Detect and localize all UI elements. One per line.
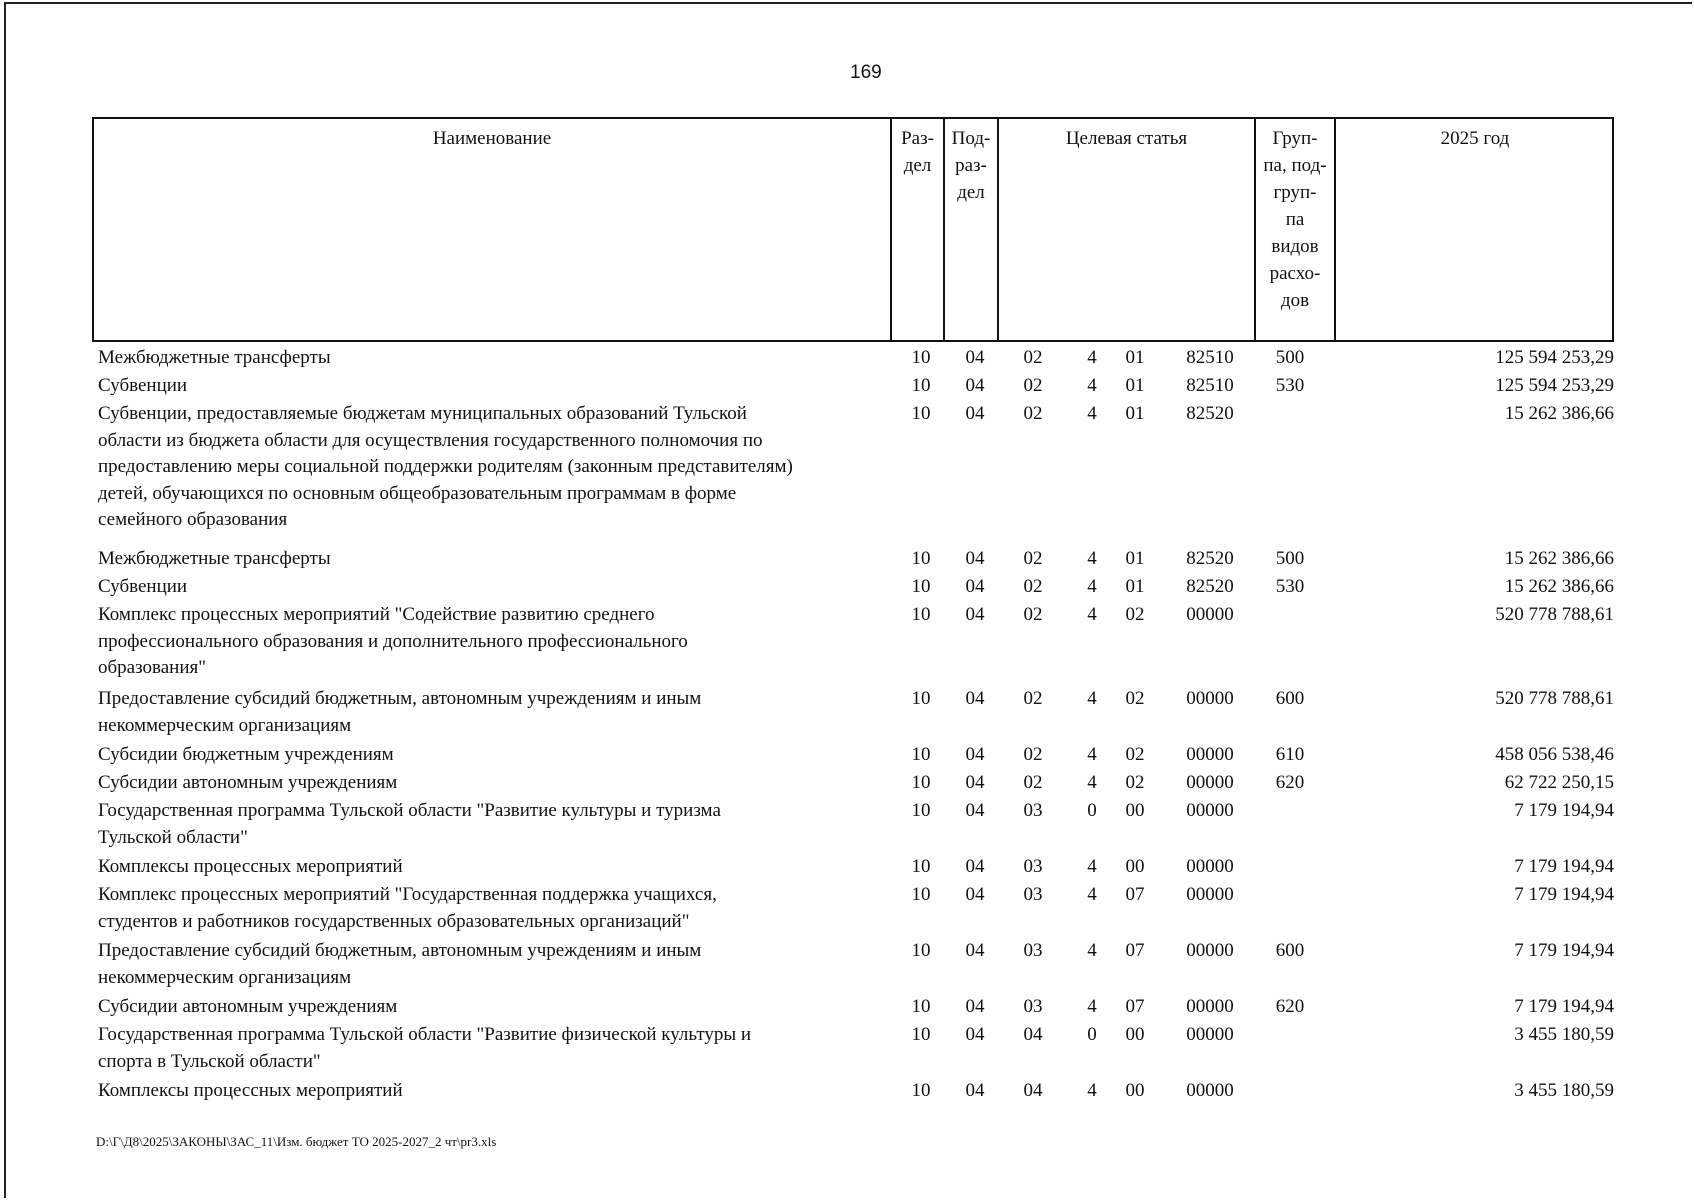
cell-target-program: 02 xyxy=(1023,744,1043,765)
cell-amount: 15 262 386,66 xyxy=(1504,576,1614,597)
cell-target-program: 02 xyxy=(1023,548,1043,569)
cell-target-program: 03 xyxy=(1023,856,1043,877)
cell-target-program: 03 xyxy=(1023,940,1043,961)
cell-podrazdel: 04 xyxy=(965,996,985,1017)
cell-target-direction: 82520 xyxy=(1186,548,1234,569)
cell-razdel: 10 xyxy=(911,772,931,793)
page-border-top xyxy=(4,2,1692,5)
cell-razdel: 10 xyxy=(911,604,931,625)
cell-target-type: 4 xyxy=(1087,576,1097,597)
cell-amount: 125 594 253,29 xyxy=(1495,375,1614,396)
cell-target-program: 03 xyxy=(1023,800,1043,821)
cell-name: Межбюджетные трансферты xyxy=(98,347,331,368)
cell-target-complex: 07 xyxy=(1125,884,1145,905)
cell-amount: 15 262 386,66 xyxy=(1504,548,1614,569)
cell-podrazdel: 04 xyxy=(965,688,985,709)
cell-target-program: 02 xyxy=(1023,375,1043,396)
cell-target-direction: 00000 xyxy=(1186,884,1234,905)
cell-name: Комплекс процессных мероприятий "Содействие развитию среднего профессионального образования и дополнительного профессионального образования" xyxy=(98,604,688,678)
cell-expense-group: 530 xyxy=(1275,576,1305,597)
cell-target-complex: 00 xyxy=(1125,1080,1145,1101)
cell-razdel: 10 xyxy=(911,744,931,765)
cell-target-direction: 00000 xyxy=(1186,1080,1234,1101)
cell-amount: 7 179 194,94 xyxy=(1514,800,1614,821)
cell-name: Комплексы процессных мероприятий xyxy=(98,856,403,877)
cell-target-program: 02 xyxy=(1023,688,1043,709)
cell-expense-group: 530 xyxy=(1275,375,1305,396)
header-razdel: Раз- дел xyxy=(901,128,934,176)
header-target: Целевая статья xyxy=(1065,128,1188,149)
cell-name: Субсидии бюджетным учреждениям xyxy=(98,744,394,765)
header-group: Груп- па, под- груп- па видов расхо- дов xyxy=(1263,128,1327,311)
cell-amount: 7 179 194,94 xyxy=(1514,856,1614,877)
cell-target-direction: 00000 xyxy=(1186,604,1234,625)
cell-name: Предоставление субсидий бюджетным, автономным учреждениям и иным некоммерческим организациям xyxy=(98,940,702,988)
cell-target-direction: 00000 xyxy=(1186,940,1234,961)
cell-target-direction: 00000 xyxy=(1186,800,1234,821)
cell-amount: 62 722 250,15 xyxy=(1504,772,1614,793)
cell-name: Межбюджетные трансферты xyxy=(98,548,331,569)
cell-target-complex: 02 xyxy=(1125,772,1145,793)
cell-target-direction: 00000 xyxy=(1186,1024,1234,1045)
cell-amount: 520 778 788,61 xyxy=(1495,688,1614,709)
cell-razdel: 10 xyxy=(911,1080,931,1101)
cell-target-direction: 00000 xyxy=(1186,688,1234,709)
cell-podrazdel: 04 xyxy=(965,884,985,905)
file-path-footer: D:\Г\Д8\2025\ЗАКОНЫ\ЗАС_11\Изм. бюджет ТО 2025-2027_2 чт\pr3.xls xyxy=(96,1134,497,1149)
page-border-left xyxy=(4,2,7,1198)
cell-podrazdel: 04 xyxy=(965,576,985,597)
cell-target-type: 4 xyxy=(1087,856,1097,877)
cell-name: Субсидии автономным учреждениям xyxy=(98,996,398,1017)
cell-target-direction: 82510 xyxy=(1186,375,1234,396)
cell-podrazdel: 04 xyxy=(965,548,985,569)
cell-target-direction: 82520 xyxy=(1186,403,1234,424)
cell-target-program: 02 xyxy=(1023,604,1043,625)
cell-target-type: 4 xyxy=(1087,347,1097,368)
cell-podrazdel: 04 xyxy=(965,1024,985,1045)
cell-razdel: 10 xyxy=(911,996,931,1017)
cell-target-program: 04 xyxy=(1023,1080,1043,1101)
cell-amount: 3 455 180,59 xyxy=(1514,1024,1614,1045)
cell-target-type: 4 xyxy=(1087,940,1097,961)
cell-name: Субвенции xyxy=(98,576,188,597)
cell-name: Государственная программа Тульской области "Развитие физической культуры и спорта в Тульской области" xyxy=(98,1024,752,1072)
cell-target-complex: 07 xyxy=(1125,996,1145,1017)
header-divider xyxy=(997,119,999,340)
cell-name: Комплекс процессных мероприятий "Государственная поддержка учащихся, студентов и работников государственных образовательных организаций" xyxy=(98,884,717,932)
table-header xyxy=(92,117,1614,342)
cell-razdel: 10 xyxy=(911,347,931,368)
cell-amount: 7 179 194,94 xyxy=(1514,884,1614,905)
cell-target-type: 4 xyxy=(1087,772,1097,793)
cell-target-type: 0 xyxy=(1087,1024,1097,1045)
cell-expense-group: 620 xyxy=(1275,772,1305,793)
cell-podrazdel: 04 xyxy=(965,940,985,961)
cell-target-complex: 01 xyxy=(1125,375,1145,396)
cell-name: Предоставление субсидий бюджетным, автономным учреждениям и иным некоммерческим организациям xyxy=(98,688,702,736)
header-podrazdel: Под- раз- дел xyxy=(951,128,991,203)
cell-target-type: 4 xyxy=(1087,884,1097,905)
cell-podrazdel: 04 xyxy=(965,403,985,424)
cell-target-direction: 00000 xyxy=(1186,856,1234,877)
cell-target-complex: 00 xyxy=(1125,1024,1145,1045)
cell-target-complex: 00 xyxy=(1125,856,1145,877)
cell-target-type: 4 xyxy=(1087,688,1097,709)
cell-amount: 7 179 194,94 xyxy=(1514,940,1614,961)
cell-razdel: 10 xyxy=(911,800,931,821)
cell-target-complex: 01 xyxy=(1125,548,1145,569)
cell-target-type: 0 xyxy=(1087,800,1097,821)
cell-target-direction: 82510 xyxy=(1186,347,1234,368)
cell-amount: 458 056 538,46 xyxy=(1495,744,1614,765)
cell-podrazdel: 04 xyxy=(965,604,985,625)
cell-target-program: 04 xyxy=(1023,1024,1043,1045)
cell-razdel: 10 xyxy=(911,1024,931,1045)
cell-razdel: 10 xyxy=(911,375,931,396)
cell-podrazdel: 04 xyxy=(965,772,985,793)
cell-razdel: 10 xyxy=(911,548,931,569)
cell-podrazdel: 04 xyxy=(965,744,985,765)
cell-target-direction: 82520 xyxy=(1186,576,1234,597)
cell-name: Комплексы процессных мероприятий xyxy=(98,1080,403,1101)
cell-podrazdel: 04 xyxy=(965,347,985,368)
cell-target-type: 4 xyxy=(1087,996,1097,1017)
cell-target-complex: 01 xyxy=(1125,576,1145,597)
cell-target-complex: 02 xyxy=(1125,604,1145,625)
cell-podrazdel: 04 xyxy=(965,856,985,877)
cell-amount: 15 262 386,66 xyxy=(1504,403,1614,424)
cell-name: Субсидии автономным учреждениям xyxy=(98,772,398,793)
cell-expense-group: 610 xyxy=(1275,744,1305,765)
cell-target-direction: 00000 xyxy=(1186,996,1234,1017)
cell-amount: 125 594 253,29 xyxy=(1495,347,1614,368)
cell-podrazdel: 04 xyxy=(965,1080,985,1101)
cell-razdel: 10 xyxy=(911,403,931,424)
cell-target-direction: 00000 xyxy=(1186,772,1234,793)
cell-target-complex: 02 xyxy=(1125,744,1145,765)
cell-target-type: 4 xyxy=(1087,403,1097,424)
cell-target-program: 02 xyxy=(1023,347,1043,368)
cell-amount: 3 455 180,59 xyxy=(1514,1080,1614,1101)
cell-target-complex: 00 xyxy=(1125,800,1145,821)
cell-target-type: 4 xyxy=(1087,744,1097,765)
cell-razdel: 10 xyxy=(911,688,931,709)
cell-podrazdel: 04 xyxy=(965,375,985,396)
cell-name: Субвенции xyxy=(98,375,188,396)
cell-razdel: 10 xyxy=(911,856,931,877)
cell-expense-group: 620 xyxy=(1275,996,1305,1017)
cell-target-type: 4 xyxy=(1087,1080,1097,1101)
cell-target-complex: 07 xyxy=(1125,940,1145,961)
cell-target-complex: 01 xyxy=(1125,347,1145,368)
cell-target-program: 02 xyxy=(1023,772,1043,793)
cell-expense-group: 600 xyxy=(1275,940,1305,961)
cell-target-type: 4 xyxy=(1087,604,1097,625)
cell-amount: 520 778 788,61 xyxy=(1495,604,1614,625)
cell-razdel: 10 xyxy=(911,576,931,597)
cell-podrazdel: 04 xyxy=(965,800,985,821)
cell-target-program: 02 xyxy=(1023,576,1043,597)
cell-name: Государственная программа Тульской области "Развитие культуры и туризма Тульской области" xyxy=(98,800,721,848)
header-year: 2025 год xyxy=(1440,128,1510,149)
cell-razdel: 10 xyxy=(911,940,931,961)
cell-target-complex: 01 xyxy=(1125,403,1145,424)
cell-name: Субвенции, предоставляемые бюджетам муниципальных образований Тульской области из бюджета области для осуществления государственного полномочия по предоставлению меры социальной поддержки родителям (законным представителям) детей, обучающихся по основным общеобразовательным программам в форме семейного образования xyxy=(98,403,793,530)
cell-target-type: 4 xyxy=(1087,375,1097,396)
page-number: 169 xyxy=(850,62,882,83)
cell-expense-group: 500 xyxy=(1275,548,1305,569)
cell-target-program: 03 xyxy=(1023,996,1043,1017)
cell-target-complex: 02 xyxy=(1125,688,1145,709)
header-divider xyxy=(1334,119,1336,340)
cell-target-type: 4 xyxy=(1087,548,1097,569)
cell-target-program: 02 xyxy=(1023,403,1043,424)
cell-target-direction: 00000 xyxy=(1186,744,1234,765)
cell-amount: 7 179 194,94 xyxy=(1514,996,1614,1017)
cell-expense-group: 500 xyxy=(1275,347,1305,368)
header-name: Наименование xyxy=(432,128,552,149)
cell-target-program: 03 xyxy=(1023,884,1043,905)
cell-expense-group: 600 xyxy=(1275,688,1305,709)
cell-razdel: 10 xyxy=(911,884,931,905)
